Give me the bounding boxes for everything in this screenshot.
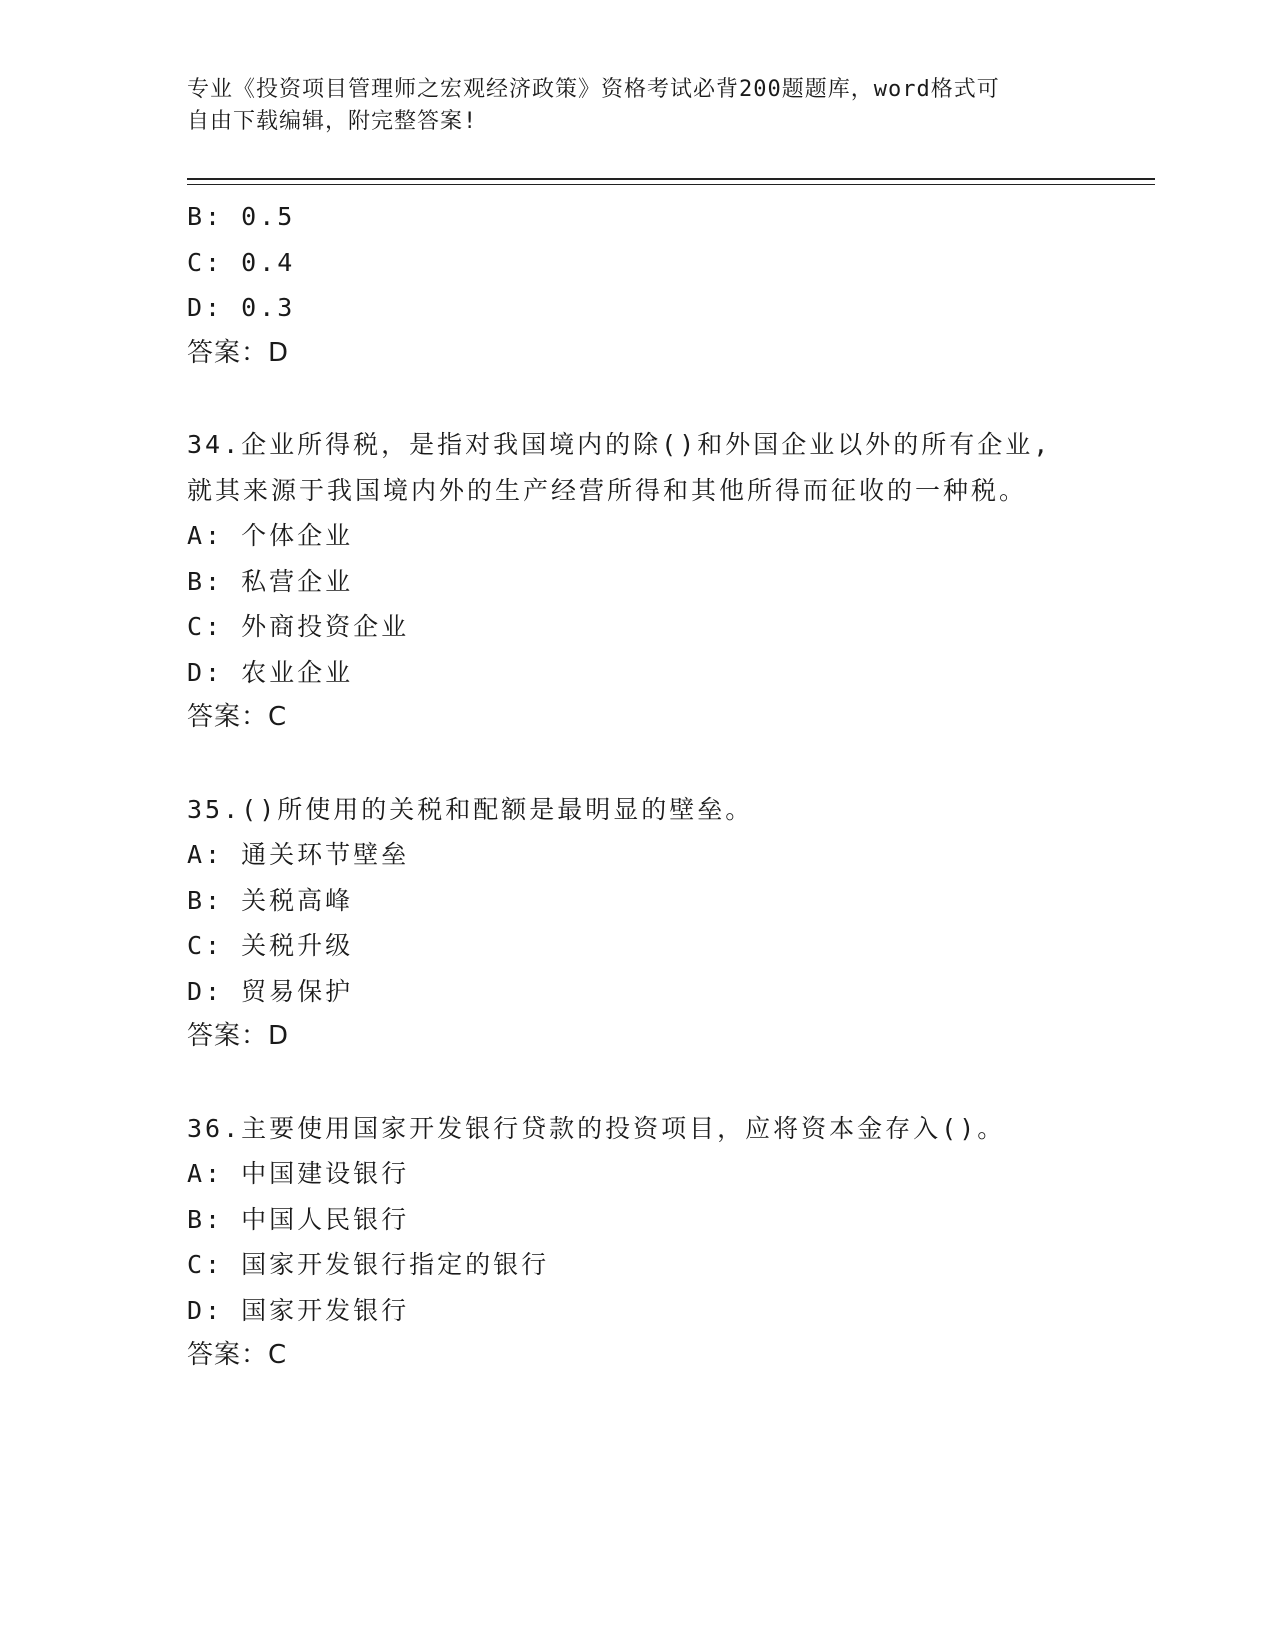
question-block-34	[187, 422, 1155, 741]
option-b: B: 关税高峰	[187, 885, 354, 915]
header-line-1: 专业《投资项目管理师之宏观经济政策》资格考试必背200题题库，word格式可	[187, 77, 1000, 102]
answer-line: 答案：C	[187, 702, 288, 732]
document-header	[187, 74, 1067, 138]
question-stem	[187, 1106, 1155, 1152]
question-block-36	[187, 1106, 1155, 1379]
spacer	[187, 376, 1155, 422]
answer-line: 答案：D	[187, 337, 290, 368]
question-stem-line: 36.主要使用国家开发银行贷款的投资项目，应将资本金存入()。	[187, 1113, 1006, 1143]
option-d: D: 国家开发银行	[187, 1295, 410, 1325]
option-d: D: 农业企业	[187, 657, 354, 687]
spacer	[187, 1060, 1155, 1106]
question-stem	[187, 422, 1155, 513]
option-a: A: 通关环节壁垒	[187, 840, 410, 869]
answer-line: 答案：C	[187, 1340, 288, 1370]
option-d: D: 贸易保护	[187, 976, 354, 1006]
header-divider-thin	[187, 184, 1155, 185]
option-a: A: 个体企业	[187, 521, 354, 550]
question-stem-line: 35.()所使用的关税和配额是最明显的壁垒。	[187, 794, 754, 824]
header-line-2: 自由下载编辑，附完整答案!	[187, 109, 478, 134]
question-stem	[187, 787, 1155, 833]
option-c: C: 国家开发银行指定的银行	[187, 1250, 550, 1279]
option-b: B: 0.5	[187, 202, 296, 231]
option-b: B: 私营企业	[187, 566, 354, 596]
question-block-35	[187, 787, 1155, 1060]
question-stem-line: 34.企业所得税，是指对我国境内的除()和外国企业以外的所有企业,	[187, 430, 1052, 459]
option-a: A: 中国建设银行	[187, 1159, 410, 1188]
option-b: B: 中国人民银行	[187, 1204, 410, 1234]
option-c: C: 关税升级	[187, 931, 354, 960]
option-d: D: 0.3	[187, 293, 296, 322]
option-c: C: 0.4	[187, 247, 296, 277]
header-divider-thick	[187, 178, 1155, 180]
question-block-continued	[187, 194, 1155, 376]
question-stem-line: 就其来源于我国境内外的生产经营所得和其他所得而征收的一种税。	[187, 475, 1028, 505]
answer-line: 答案：D	[187, 1021, 290, 1051]
option-c: C: 外商投资企业	[187, 612, 410, 641]
spacer	[187, 741, 1155, 787]
document-body	[187, 194, 1155, 1379]
